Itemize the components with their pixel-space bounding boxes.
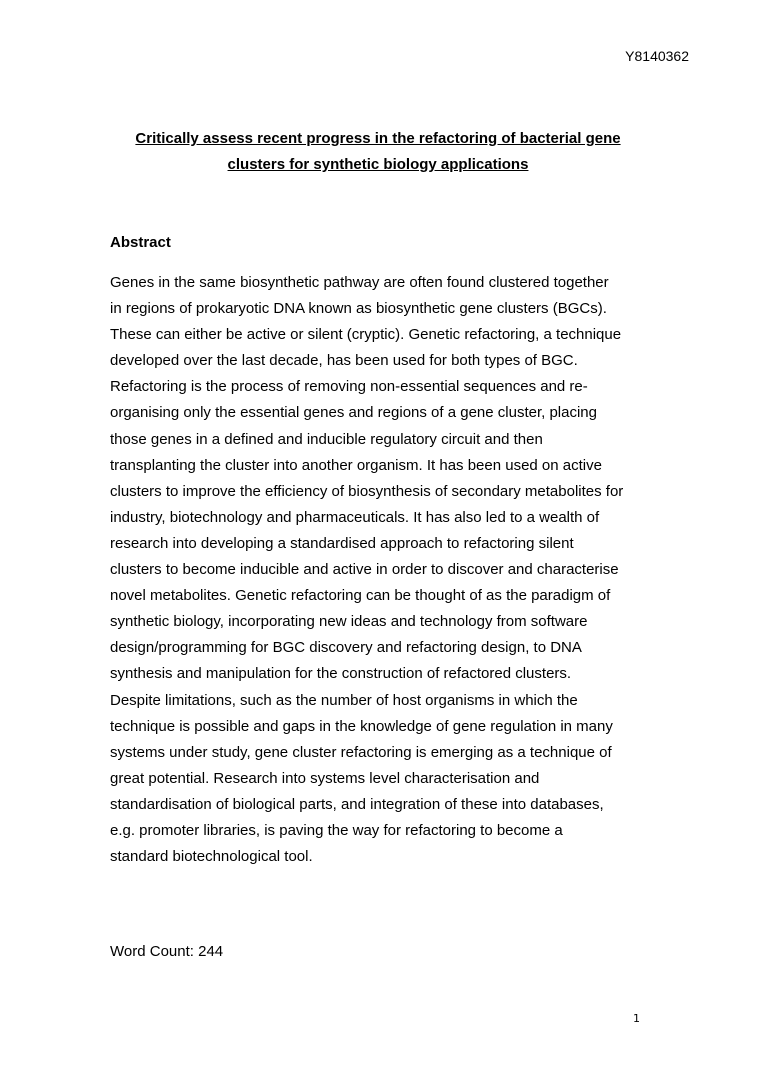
- abstract-line: industry, biotechnology and pharmaceuticals. It has also led to a wealth of: [110, 508, 600, 526]
- document-title: [112, 126, 644, 178]
- abstract-line: great potential. Research into systems level characterisation and: [110, 769, 540, 787]
- abstract-line: research into developing a standardised approach to refactoring silent: [110, 534, 574, 552]
- abstract-line: Refactoring is the process of removing non-essential sequences and re-: [110, 378, 588, 396]
- abstract-line: Genes in the same biosynthetic pathway are often found clustered together: [110, 274, 609, 291]
- abstract-line: standard biotechnological tool.: [110, 848, 313, 866]
- abstract-line: in regions of prokaryotic DNA known as biosynthetic gene clusters (BGCs).: [110, 300, 607, 318]
- abstract-line: synthetic biology, incorporating new ideas and technology from software: [110, 613, 588, 631]
- abstract-line: those genes in a defined and inducible regulatory circuit and then: [110, 430, 543, 448]
- abstract-line: novel metabolites. Genetic refactoring can be thought of as the paradigm of: [110, 587, 611, 605]
- abstract-line: systems under study, gene cluster refactoring is emerging as a technique of: [110, 743, 612, 761]
- abstract-line: clusters to become inducible and active in order to discover and characterise: [110, 561, 619, 579]
- document-id: Y8140362: [625, 48, 689, 64]
- abstract-line: e.g. promoter libraries, is paving the way for refactoring to become a: [110, 821, 563, 839]
- abstract-line: design/programming for BGC discovery and refactoring design, to DNA: [110, 639, 582, 657]
- abstract-line: synthesis and manipulation for the construction of refactored clusters.: [110, 665, 572, 683]
- abstract-heading: Abstract: [110, 234, 171, 251]
- page-number: 1: [633, 1012, 640, 1025]
- abstract-line: These can either be active or silent (cryptic). Genetic refactoring, a technique: [110, 326, 622, 344]
- abstract-line: standardisation of biological parts, and integration of these into databases,: [110, 795, 604, 813]
- word-count: Word Count: 244: [110, 943, 224, 960]
- abstract-line: clusters to improve the efficiency of biosynthesis of secondary metabolites for: [110, 482, 624, 500]
- abstract-line: developed over the last decade, has been used for both types of BGC.: [110, 352, 578, 370]
- abstract-line: organising only the essential genes and regions of a gene cluster, placing: [110, 404, 597, 422]
- title-line-1: Critically assess recent progress in the refactoring of bacterial gene: [135, 130, 621, 147]
- abstract-line: technique is possible and gaps in the knowledge of gene regulation in many: [110, 717, 613, 735]
- abstract-body: [110, 270, 670, 870]
- title-line-2: clusters for synthetic biology applications: [227, 156, 529, 173]
- abstract-line: Despite limitations, such as the number of host organisms in which the: [110, 691, 578, 709]
- abstract-line: transplanting the cluster into another organism. It has been used on active: [110, 456, 602, 474]
